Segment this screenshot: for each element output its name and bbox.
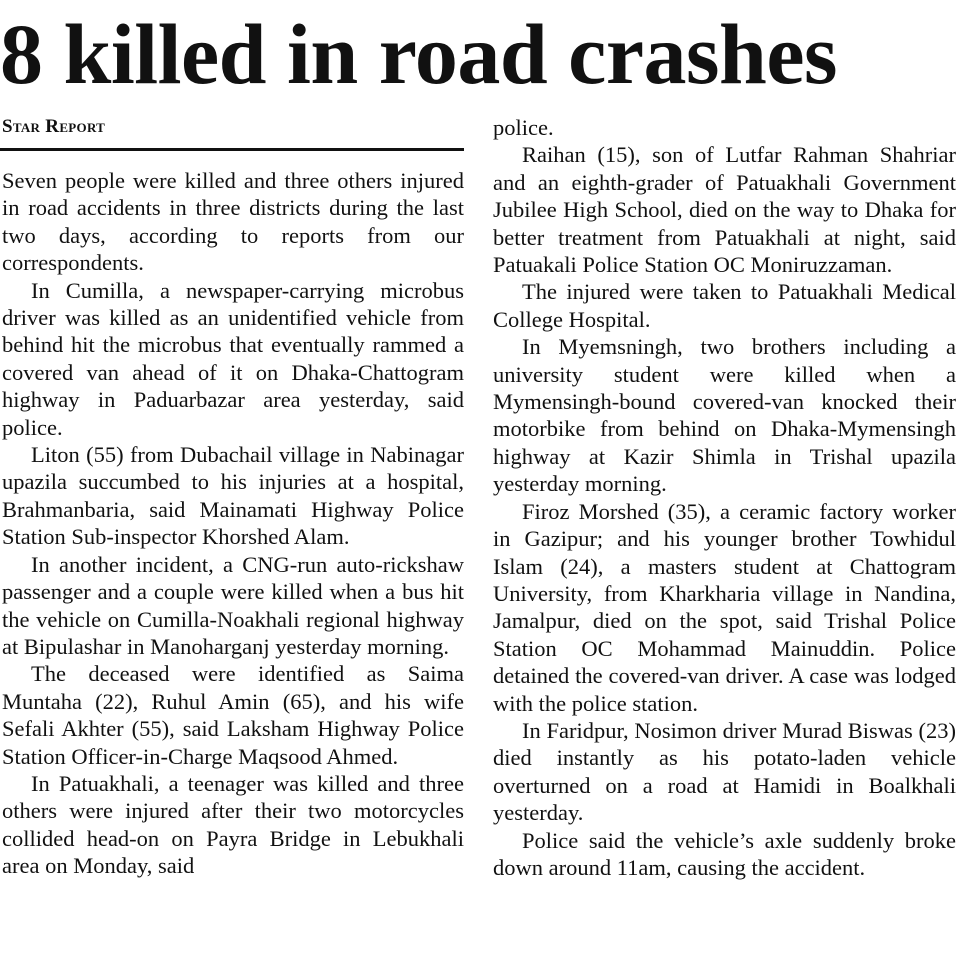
paragraph-mymensingh: In Myemsningh, two brothers including a university student were killed when a Mymensingh-bound covered-van knocked their motorbike from behind on Dhaka-Mymensingh highway at Kazir Shimla in Trishal upazila yesterday morning.	[493, 334, 956, 497]
article-column-right	[493, 114, 956, 881]
article-column-left	[2, 167, 464, 880]
paragraph-injured: The injured were taken to Patuakhali Medical College Hospital.	[493, 279, 956, 332]
paragraph-continuation: police.	[493, 115, 554, 140]
paragraph-raihan: Raihan (15), son of Lutfar Rahman Shahriar and an eighth-grader of Patuakhali Government Jubilee High School, died on the way to Dhaka for better treatment from Patuakhali at night, said Patuakali Police Station OC Moniruzzaman.	[493, 142, 956, 278]
paragraph-firoz: Firoz Morshed (35), a ceramic factory worker in Gazipur; and his younger brother Towhidul Islam (24), a masters student at Chattogram University, from Kharkharia village in Nandina, Jamalpur, died on the spot, said Trishal Police Station OC Mohammad Mainuddin. Police detained the covered-van driver. A case was lodged with the police station.	[493, 498, 956, 716]
headline: 8 killed in road crashes	[0, 6, 837, 102]
paragraph-axle: Police said the vehicle’s axle suddenly broke down around 11am, causing the accident.	[493, 827, 956, 880]
paragraph-cumilla: In Cumilla, a newspaper-carrying microbus driver was killed as an unidentified vehicle from behind hit the microbus that eventually rammed a covered van ahead of it on Dhaka-Chattogram highway in Paduarbazar area yesterday, said police.	[2, 277, 464, 440]
paragraph-liton: Liton (55) from Dubachail village in Nabinagar upazila succumbed to his injuries at a hospital, Brahmanbaria, said Mainamati Highway Police Station Sub-inspector Khorshed Alam.	[2, 442, 464, 550]
paragraph-deceased: The deceased were identified as Saima Muntaha (22), Ruhul Amin (65), and his wife Sefali Akhter (55), said Laksham Highway Police Station Officer-in-Charge Maqsood Ahmed.	[2, 661, 464, 769]
byline-divider	[0, 148, 464, 151]
paragraph-faridpur: In Faridpur, Nosimon driver Murad Biswas (23) died instantly as his potato-laden vehicle overturned on a road at Hamidi in Boalkhali yesterday.	[493, 717, 956, 826]
paragraph-cng-incident: In another incident, a CNG-run auto-rickshaw passenger and a couple were killed when a bus hit the vehicle on Cumilla-Noakhali regional highway at Bipulashar in Manoharganj yesterday morning.	[2, 551, 464, 659]
byline: Star Report	[2, 116, 106, 137]
paragraph-patuakhali: In Patuakhali, a teenager was killed and three others were injured after their two motorcycles collided head-on on Payra Bridge in Lebukhali area on Monday, said	[2, 770, 464, 879]
paragraph-intro: Seven people were killed and three others injured in road accidents in three districts during the last two days, according to reports from our correspondents.	[2, 168, 464, 276]
